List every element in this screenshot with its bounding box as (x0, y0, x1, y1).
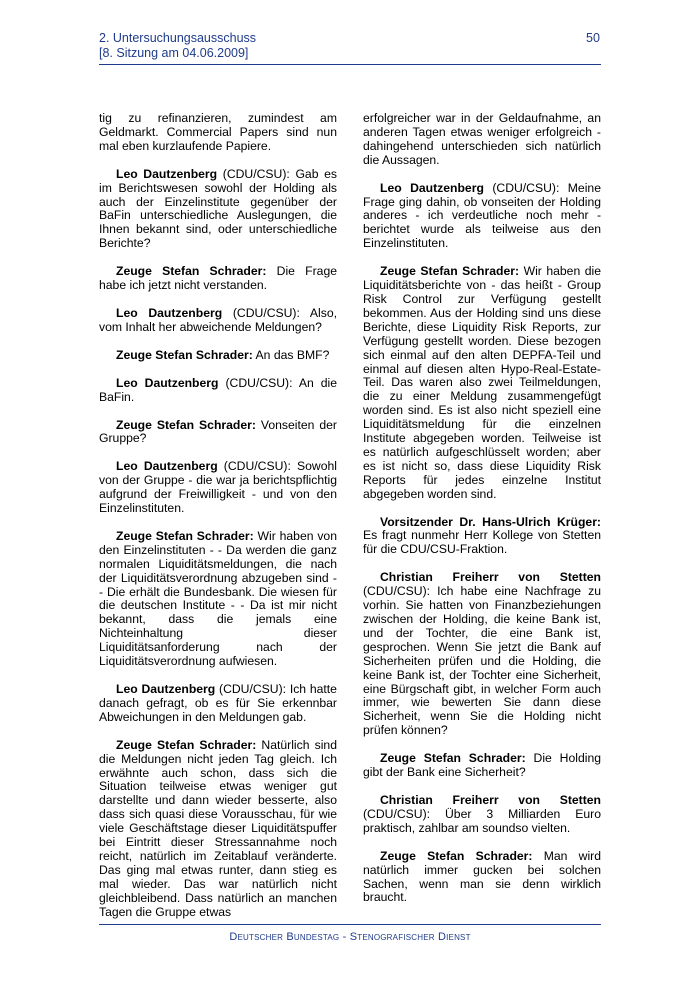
paragraph-text: Natürlich sind die Meldungen nicht jeden Tag gleich. Ich erwähnte auch schon, dass sich die Situation teilweise etwas weniger gut darstellte und dann wieder besserte, also dass sich quasi diese Vorausschau, für wie viele Geschäftstage dieser Liquiditätspuffer bei Eintritt dieser Stressannahme noch reicht, natürlich im Zeitablauf veränderte. Das ging mal etwas runter, dann stieg es mal wieder. Das war natürlich nicht gleichbleibend. Dass natürlich an manchen Tagen die Gruppe etwas (99, 737, 337, 919)
paragraph-text: Wir haben die Liquiditätsberichte von - das heißt - Group Risk Control zur Verfügung gestellt bekommen. Aus der Holding sind uns diese Berichte, diese Liquidity Risk Reports, zur Verfügung gestellt worden. Diese bezogen sich einmal auf den alten DEPFA-Teil und einmal auf diesen alten Hypo-Real-Estate-Teil. Das waren also zwei Teilmeldungen, die zu einer Meldung zusammengefügt worden sind. Es ist also nicht speziell eine Liquiditätsmeldung für die einzelnen Institute abgegeben worden. Teilweise ist es natürlich aufgeschlüsselt worden; aber es ist nicht so, dass diese Liquidity Risk Reports für jedes einzelne Institut abgegeben worden sind. (363, 264, 601, 501)
paragraph-text: Gab es im Berichtswesen sowohl der Holding als auch der Einzelinstitute gegenüber der BaFin unterschiedliche Auslegungen, die Ihnen bekannt sind, oder unterschiedliche Berichte? (99, 166, 337, 251)
session-info: [8. Sitzung am 04.06.2009] (99, 46, 249, 60)
speaker-name: Zeuge Stefan Schrader: (116, 347, 253, 362)
paragraph (99, 460, 337, 516)
paragraph (363, 516, 601, 558)
paragraph-text: tig zu refinanzieren, zumindest am Geldmarkt. Commercial Papers sind nun mal eben kurzlaufende Papiere. (99, 111, 337, 153)
paragraph (99, 419, 337, 447)
footer-divider (99, 924, 601, 925)
paragraph-text: An das BMF? (255, 347, 330, 362)
paragraph-text: Vonseiten der Gruppe? (99, 417, 337, 446)
paragraph (99, 377, 337, 405)
speaker-name: Zeuge Stefan Schrader: (116, 417, 256, 432)
right-column (363, 112, 601, 919)
speaker-affiliation: (CDU/CSU): (363, 584, 438, 599)
paragraph-text: Also, vom Inhalt her abweichende Meldungen? (99, 305, 337, 334)
paragraph-text: Sowohl von der Gruppe - die war ja berichtspflichtig aufgrund der Freiwilligkeit - und von den Einzelinstituten. (99, 459, 337, 516)
speaker-name: Zeuge Stefan Schrader: (116, 528, 254, 543)
paragraph (363, 571, 601, 738)
paragraph (99, 349, 337, 363)
committee-title: 2. Untersuchungsausschuss (99, 31, 257, 45)
paragraph (99, 168, 337, 251)
speaker-name: Leo Dautzenberg (116, 166, 218, 181)
speaker-name: Leo Dautzenberg (116, 459, 218, 474)
speaker-affiliation: (CDU/CSU): (363, 806, 445, 821)
paragraph-text: Es fragt nunmehr Herr Kollege von Stetten für die CDU/CSU-Fraktion. (363, 528, 601, 557)
speaker-affiliation (532, 849, 543, 863)
speaker-name: Zeuge Stefan Schrader: (380, 264, 520, 279)
left-column (99, 112, 337, 934)
paragraph (363, 794, 601, 836)
paragraph (363, 182, 601, 252)
paragraph-text: Über 3 Milliarden Euro praktisch, zahlbar am soundso vielten. (363, 806, 601, 835)
paragraph-text: Man wird natürlich immer gucken bei solchen Sachen, wenn man sie denn wirklich braucht. (363, 848, 601, 905)
paragraph-text: Die Holding gibt der Bank eine Sicherheit? (363, 751, 601, 780)
speaker-affiliation: (CDU/CSU): (215, 682, 290, 696)
speaker-affiliation: (CDU/CSU): (218, 375, 299, 390)
paragraph (99, 683, 337, 725)
header-divider (99, 64, 601, 65)
paragraph (99, 530, 337, 669)
page-number: 50 (586, 31, 600, 45)
paragraph (99, 265, 337, 293)
paragraph (99, 307, 337, 335)
speaker-name: Leo Dautzenberg (116, 375, 219, 390)
paragraph (363, 112, 601, 168)
speaker-affiliation: (CDU/CSU): (222, 305, 310, 320)
paragraph-text: erfolgreicher war in der Geldaufnahme, an anderen Tagen etwas weniger erfolgreich - dahingehend unterschieden sich natürlich die Aussagen. (363, 111, 601, 167)
speaker-name: Christian Freiherr von Stetten (380, 570, 601, 585)
paragraph (363, 752, 601, 780)
speaker-name: Vorsitzender Dr. Hans-Ulrich Krüger: (380, 514, 601, 529)
speaker-name: Zeuge Stefan Schrader: (380, 848, 533, 863)
paragraph-text: An die BaFin. (99, 375, 337, 404)
paragraph (363, 265, 601, 501)
paragraph (363, 850, 601, 906)
paragraph-text: Wir haben von den Einzelinstituten - - Da werden die ganz normalen Liquiditätsmeldungen, die nach der Liquiditätsverordnung abzugeben sind - - Die erhält die Bundesbank. Die wiesen für die deutschen Institute - - Da ist mir nicht bekannt, dass die jemals eine Nichteinhaltung dieser Liquiditätsanforderung nach der Liquiditätsverordnung aufwiesen. (99, 528, 337, 669)
paragraph (99, 739, 337, 920)
paragraph-text: Die Frage habe ich jetzt nicht verstanden. (99, 264, 338, 293)
paragraph-text: Ich habe eine Nachfrage zu vorhin. Sie hatten von Finanzbeziehungen zwischen der Holding, die keine Bank ist, und der Tochter, die eine Bank ist, gesprochen. Wenn Sie jetzt die Bank auf Sicherheiten prüfen und die Holding, die keine Bank ist, der Tochter eine Sicherheit, eine Bürgschaft gibt, in welcher Form auch immer, wie bewerten Sie dann diese Sicherheit, wenn Sie die Holding nicht prüfen können? (363, 584, 601, 738)
speaker-name: Zeuge Stefan Schrader: (116, 737, 257, 752)
speaker-affiliation (266, 264, 276, 278)
paragraph-text: Meine Frage ging dahin, ob vonseiten der Holding anderes - ich verdeutliche noch mehr - berichtet wurde als teilweise aus den Einzelinstituten. (363, 180, 601, 251)
paragraph-text: Ich hatte danach gefragt, ob es für Sie erkennbar Abweichungen in den Meldungen gab. (99, 682, 337, 724)
speaker-name: Christian Freiherr von Stetten (380, 792, 601, 807)
speaker-name: Leo Dautzenberg (116, 682, 216, 696)
document-footer: Deutscher Bundestag - Stenografischer Dienst (229, 931, 471, 943)
paragraph (99, 112, 337, 154)
speaker-affiliation (526, 751, 534, 765)
speaker-name: Zeuge Stefan Schrader: (116, 264, 267, 279)
speaker-name: Leo Dautzenberg (116, 305, 223, 320)
speaker-name: Leo Dautzenberg (380, 180, 484, 195)
document-header (99, 31, 256, 61)
speaker-name: Zeuge Stefan Schrader: (380, 751, 526, 766)
speaker-affiliation: (CDU/CSU): (217, 459, 297, 474)
speaker-affiliation: (CDU/CSU): (217, 166, 296, 181)
speaker-affiliation: (CDU/CSU): (483, 180, 568, 195)
